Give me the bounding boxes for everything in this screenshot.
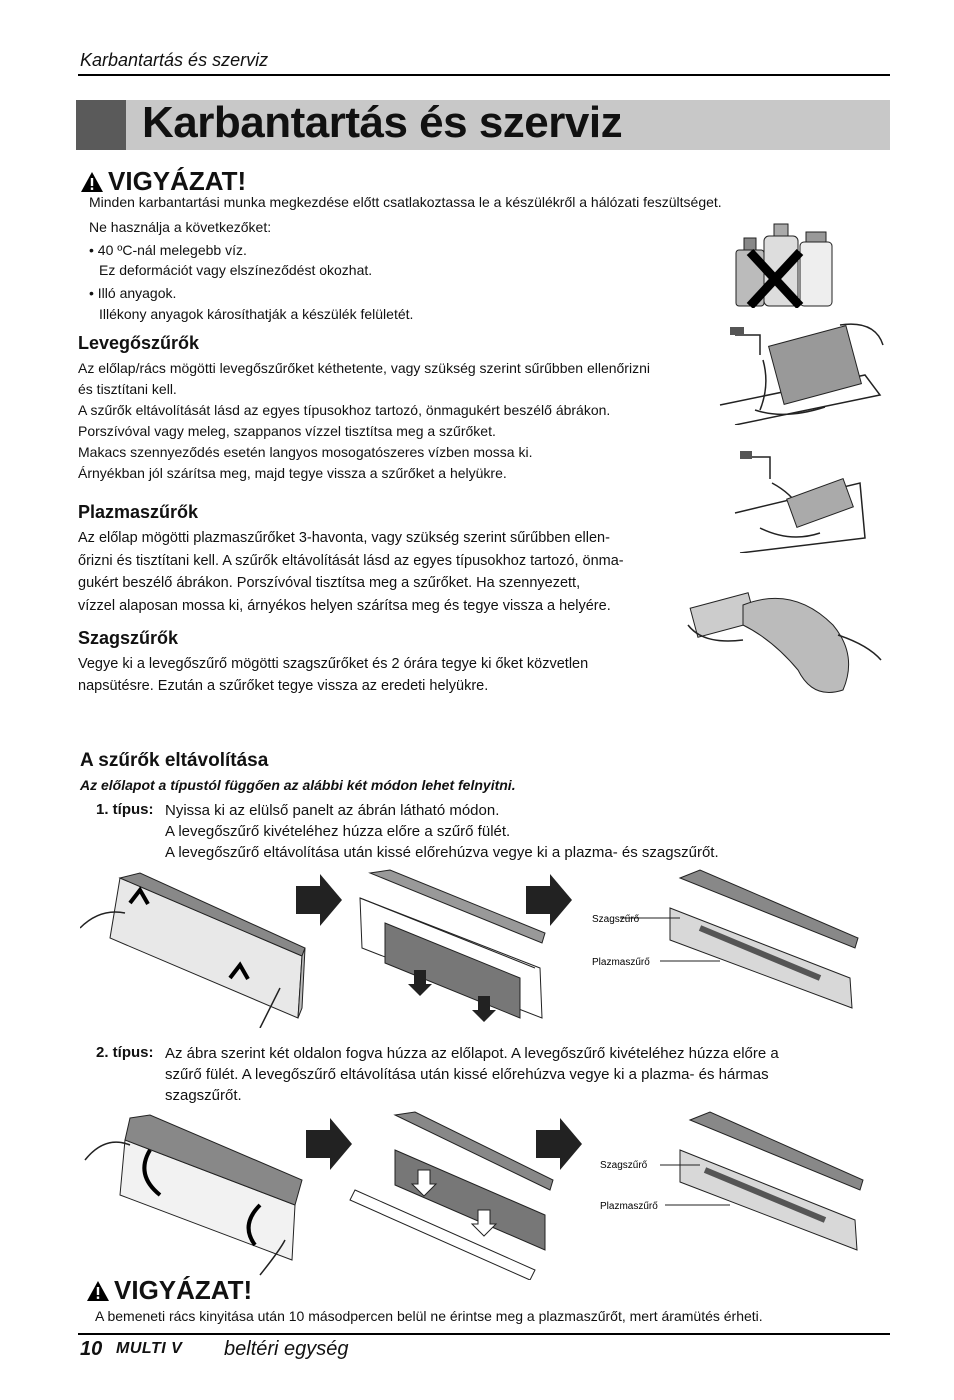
caution-label-2: VIGYÁZAT! [114, 1275, 253, 1305]
bottles-illustration [728, 222, 838, 308]
unit-filters-exposed [350, 1112, 553, 1280]
caution-heading-2 [86, 1275, 252, 1306]
running-header: Karbantartás és szerviz [80, 50, 269, 70]
unit-plasma-odor-2 [660, 1112, 863, 1250]
footer-unit: beltéri egység [224, 1338, 349, 1360]
text-line: Nyissa ki az elülső panelt az ábrán látható módon. [165, 802, 500, 819]
type1-plasma-label: Plazmaszűrő [592, 957, 650, 968]
caution-text-2: A bemeneti rács kinyitása után 10 másodpercen belül ne érintse meg a plazmaszűrőt, mert áramütés érheti. [95, 1308, 763, 1324]
type2-text [165, 1043, 875, 1106]
warning-icon [80, 171, 104, 193]
text-line: szűrő fülét. A levegőszűrő eltávolítása után kissé előrehúzva vegye ki a plazma- és hármas [165, 1066, 769, 1083]
text-line: A levegőszűrő kivételéhez húzza előre a szűrő fülét. [165, 823, 511, 840]
text-line: őrizni és tisztítani kell. A szűrők eltávolítását lásd az egyes típusokhoz tartozó, önma- [78, 552, 624, 569]
do-not-use: Ne használja a következőket: [89, 219, 272, 235]
text-line: A szűrők eltávolítását lásd az egyes típusokhoz tartozó, önmagukért beszélő ábrákon. [78, 402, 611, 418]
type1-text [165, 800, 719, 863]
text-line: Az ábra szerint két oldalon fogva húzza az előlapot. A levegőszűrő kivételéhez húzza előre a [165, 1045, 779, 1062]
unit-front-open [80, 873, 305, 1028]
caution-item-2: • Illó anyagok. [89, 285, 177, 301]
page-title: Karbantartás és szerviz [142, 98, 623, 147]
odor-filters-body [78, 653, 678, 697]
arrow-right-icon [306, 1118, 352, 1170]
text-line: Árnyékban jól szárítsa meg, majd tegye vissza a szűrőket a helyükre. [78, 465, 507, 481]
odor-filters-heading: Szagszűrők [78, 628, 179, 648]
type2-label: 2. típus: [96, 1044, 154, 1061]
header-rule [78, 74, 890, 76]
arrow-right-icon [536, 1118, 582, 1170]
type1-odor-label: Szagszűrő [592, 914, 640, 925]
text-line: Az előlap mögötti plazmaszűrőket 3-havonta, vagy szükség szerint sűrűbben ellen- [78, 530, 610, 546]
text-line: gukért beszélő ábrákon. Porszívóval tisztítsa meg a szűrőket. Ha szennyezett, [78, 575, 581, 591]
text-line: napsütésre. Ezután a szűrőket tegye vissza az eredeti helyükre. [78, 678, 489, 694]
air-filters-heading: Levegőszűrők [78, 333, 200, 353]
unit-pull-front-panel [85, 1115, 302, 1275]
plasma-filters-body [78, 527, 688, 617]
type1-label: 1. típus: [96, 801, 154, 818]
text-line: A levegőszűrő eltávolítása után kissé előrehúzva vegye ki a plazma- és szagszűrőt. [165, 844, 719, 861]
warning-icon [86, 1280, 110, 1302]
vacuum-cleaning-illustration [683, 585, 883, 705]
page-number: 10 [80, 1338, 103, 1360]
type2-steps-illustration [80, 1110, 870, 1280]
caution-item-2-note: Illékony anyagok károsíthatják a készülék felületét. [99, 306, 414, 322]
text-line: vízzel alaposan mossa ki, árnyékos helyen szárítsa meg és tegye vissza a helyére. [78, 597, 611, 614]
footer-rule [78, 1333, 890, 1335]
plasma-filters-heading: Plazmaszűrők [78, 502, 199, 522]
text-line: szagszűrőt. [165, 1087, 242, 1104]
unit-filter-out [360, 870, 545, 1022]
type2-plasma-label: Plazmaszűrő [600, 1201, 658, 1212]
arrow-right-icon [296, 874, 342, 926]
type2-odor-label: Szagszűrő [600, 1160, 648, 1171]
text-line: Az előlap/rács mögötti levegőszűrőket kéthetente, vagy szükség szerint sűrűbben ellenőrizni [78, 360, 650, 376]
caution-item-1: • 40 ºC-nál melegebb víz. [89, 242, 247, 258]
type1-steps-illustration [80, 868, 870, 1028]
caution-item-1-note: Ez deformációt vagy elszíneződést okozhat. [99, 262, 373, 278]
unit-plasma-odor [620, 870, 858, 1008]
caution-text: Minden karbantartási munka megkezdése előtt csatlakoztassa le a készülékről a hálózati feszültséget. [89, 194, 722, 210]
title-accent-block [76, 100, 126, 150]
text-line: Vegye ki a levegőszűrő mögötti szagszűrőket és 2 órára tegye ki őket közvetlen [78, 656, 589, 672]
washing-filter-illustration [715, 315, 885, 425]
text-line: és tisztítani kell. [78, 381, 177, 397]
air-filters-body [78, 358, 708, 484]
caution-label: VIGYÁZAT! [108, 166, 247, 196]
washing-plasma-illustration [730, 443, 870, 553]
text-line: Makacs szennyeződés esetén langyos mosogatószeres vízben mossa ki. [78, 444, 533, 460]
brand-logo: MULTI V [116, 1340, 183, 1357]
text-line: Porszívóval vagy meleg, szappanos vízzel tisztítsa meg a szűrőket. [78, 423, 496, 439]
arrow-right-icon [526, 874, 572, 926]
removal-heading: A szűrők eltávolítása [80, 750, 269, 771]
removal-subheading: Az előlapot a típustól függően az alábbi két módon lehet felnyitni. [80, 777, 516, 793]
